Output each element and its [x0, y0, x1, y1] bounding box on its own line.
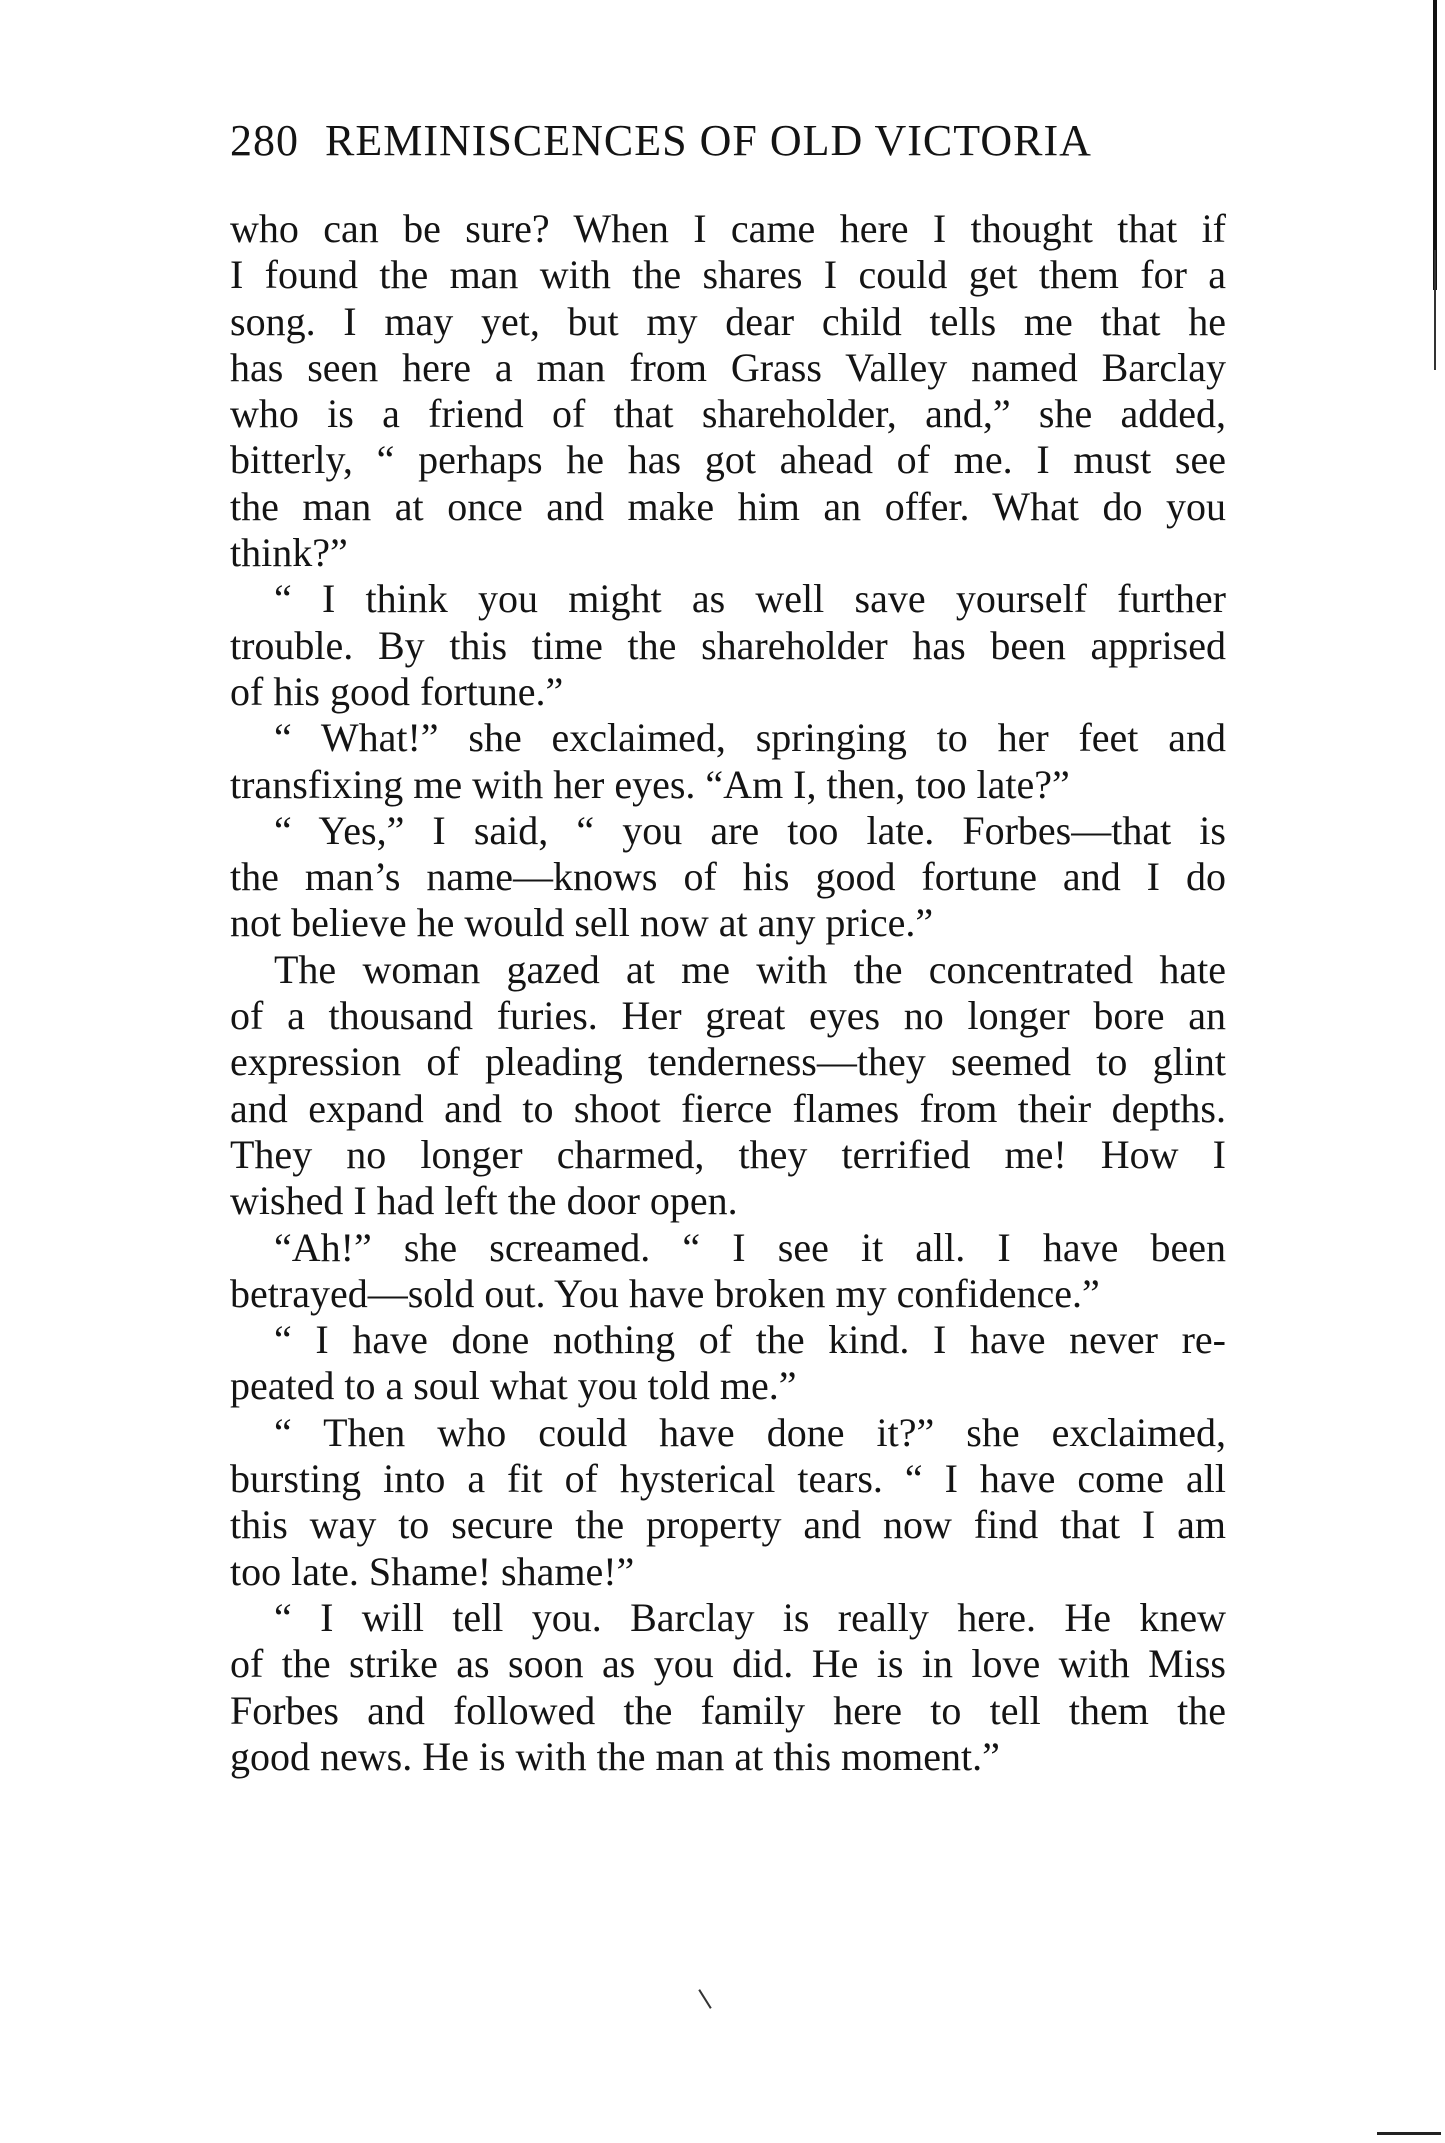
text-line: peated to a soul what you told me.” — [230, 1363, 797, 1409]
text-line: of the strike as soon as you did. He is in love with Miss — [230, 1641, 1226, 1687]
text-line: not believe he would sell now at any price.” — [230, 900, 934, 946]
stray-mark — [698, 1989, 711, 2009]
running-header — [230, 112, 1230, 170]
text-line: song. I may yet, but my dear child tells me that he — [230, 298, 1226, 344]
text-line: has seen here a man from Grass Valley named Barclay — [230, 344, 1226, 390]
text-line: too late. Shame! shame!” — [230, 1548, 635, 1594]
text-line: of his good fortune.” — [230, 668, 564, 714]
corner-mark — [1377, 2132, 1441, 2135]
text-line: They no longer charmed, they terrified me! How I — [230, 1131, 1226, 1177]
body-text — [230, 206, 1226, 1780]
text-line: “ What!” she exclaimed, springing to her feet and — [274, 715, 1226, 761]
text-line: transfixing me with her eyes. “Am I, then, too late?” — [230, 761, 1070, 807]
text-line: good news. He is with the man at this moment.” — [230, 1733, 1000, 1779]
text-line: of a thousand furies. Her great eyes no longer bore an — [230, 993, 1226, 1039]
text-line: “Ah!” she screamed. “ I see it all. I have been — [274, 1224, 1226, 1270]
text-line: expression of pleading tenderness—they seemed to glint — [230, 1039, 1226, 1085]
text-line: “ I think you might as well save yourself further — [274, 576, 1226, 622]
text-line: Forbes and followed the family here to tell them the — [230, 1687, 1226, 1733]
text-line: the man’s name—knows of his good fortune and I do — [230, 854, 1226, 900]
page-edge-rule-thin — [1434, 250, 1436, 370]
page-number: 280 — [230, 116, 299, 165]
text-line: I found the man with the shares I could get them for a — [230, 252, 1226, 298]
text-line: “ Then who could have done it?” she exclaimed, — [274, 1409, 1226, 1455]
text-line: wished I had left the door open. — [230, 1178, 738, 1224]
text-line: trouble. By this time the shareholder has been apprised — [230, 622, 1226, 668]
text-line: who is a friend of that shareholder, and,” she added, — [230, 391, 1226, 437]
text-line: and expand and to shoot fierce flames from their depths. — [230, 1085, 1226, 1131]
text-line: who can be sure? When I came here I thought that if — [230, 206, 1226, 251]
text-line: “ I have done nothing of the kind. I have never re- — [274, 1317, 1226, 1363]
text-line: The woman gazed at me with the concentrated hate — [274, 946, 1226, 992]
page-edge-rule — [1433, 0, 1437, 290]
text-line: “ Yes,” I said, “ you are too late. Forbes—that is — [274, 807, 1226, 853]
text-line: think?” — [230, 530, 348, 576]
text-line: bursting into a fit of hysterical tears. “ I have come all — [230, 1456, 1226, 1502]
running-title: REMINISCENCES OF OLD VICTORIA — [325, 116, 1092, 165]
text-line: the man at once and make him an offer. What do you — [230, 483, 1226, 529]
text-line: bitterly, “ perhaps he has got ahead of me. I must see — [230, 437, 1226, 483]
text-line: “ I will tell you. Barclay is really here. He knew — [274, 1594, 1226, 1640]
text-line: this way to secure the property and now find that I am — [230, 1502, 1226, 1548]
text-line: betrayed—sold out. You have broken my confidence.” — [230, 1270, 1100, 1316]
